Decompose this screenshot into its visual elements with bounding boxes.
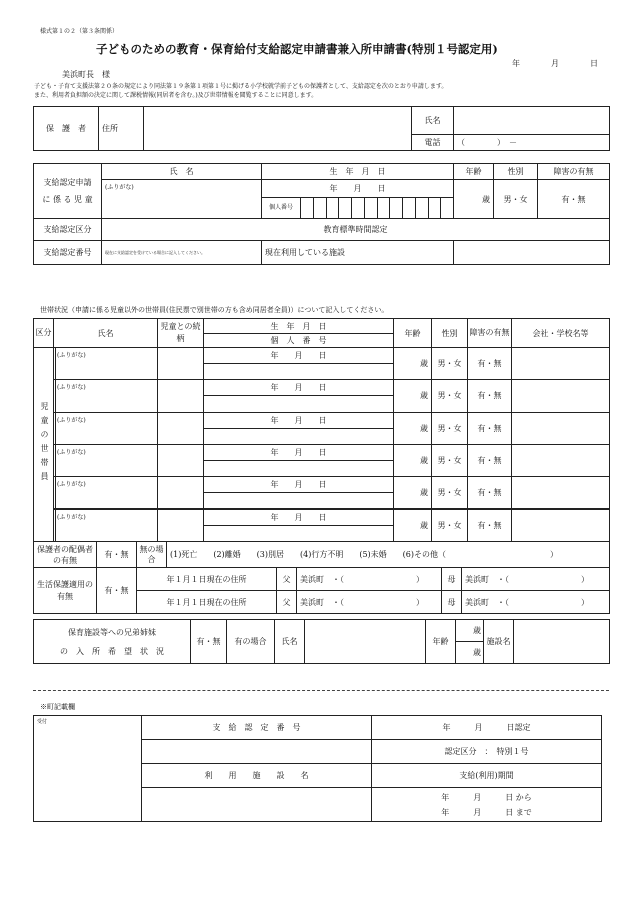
col-kubun: 区分	[34, 319, 54, 348]
member-name-field[interactable]	[54, 444, 158, 476]
col-age: 年齢	[394, 319, 432, 348]
phone-field[interactable]: （ ） －	[454, 135, 610, 151]
office-cert-no-field[interactable]	[142, 740, 372, 764]
member-furigana-label: (ふりがな)	[57, 384, 86, 392]
member-name-field[interactable]	[54, 348, 158, 380]
member-id-field[interactable]	[204, 428, 394, 444]
form-number: 様式第１の２（第３条関係）	[40, 28, 119, 35]
current-facility-field[interactable]	[454, 241, 610, 265]
member-disability-field[interactable]: 有・無	[468, 444, 512, 476]
mother-town-1[interactable]: 美浜町 ・（ ）	[462, 568, 610, 591]
household-caption: 世帯状況（申請に係る児童以外の世帯員(住民票で別世帯の方も含め同居者全員)）について記入してください。	[40, 306, 389, 314]
father-town-1[interactable]: 美浜町 ・（ ）	[297, 568, 442, 591]
period-from: 年 月 日 から	[441, 792, 532, 802]
child-name-header: 氏 名	[102, 164, 262, 180]
household-row	[53, 347, 610, 380]
member-relation-field[interactable]	[158, 412, 204, 444]
child-table	[33, 163, 610, 265]
member-disability-field[interactable]: 有・無	[468, 348, 512, 380]
member-age-field[interactable]: 歳	[394, 509, 432, 541]
address-field[interactable]	[144, 107, 412, 151]
office-category: 認定区分 ： 特別１号	[372, 740, 602, 764]
intro-line-1: 子ども・子育て支援法第２０条の規定により同法第１９条第１項第１号に掲げる小学校就学前子どもの保護者として、支給認定を次のとおり申請します。	[34, 83, 448, 90]
office-period-field[interactable]	[372, 788, 602, 822]
child-section-label	[34, 164, 102, 219]
spouse-yesno[interactable]: 有・無	[97, 542, 137, 568]
guardian-label: 保 護 者	[34, 107, 99, 151]
member-id-field[interactable]	[204, 525, 394, 541]
member-relation-field[interactable]	[158, 348, 204, 380]
welfare-label: 生活保護適用の有無	[34, 568, 97, 614]
sibling-facility-label: 施設名	[484, 620, 514, 664]
side-label-box	[33, 347, 56, 542]
child-section-label-2: に 係 る 児 童	[42, 195, 93, 204]
welfare-table	[33, 567, 610, 614]
member-disability-field[interactable]: 有・無	[468, 509, 512, 541]
current-facility-label: 現在利用している施設	[262, 241, 454, 265]
member-relation-field[interactable]	[158, 444, 204, 476]
member-dob-field[interactable]: 年 月 日	[204, 509, 394, 525]
member-furigana-label: (ふりがな)	[57, 352, 86, 359]
member-disability-field[interactable]: 有・無	[468, 477, 512, 509]
spouse-none-case: 無の場合	[137, 542, 167, 568]
member-age-field[interactable]: 歳	[394, 477, 432, 509]
col-sex: 性別	[432, 319, 468, 348]
member-sex-field[interactable]: 男・女	[432, 444, 468, 476]
member-id-field[interactable]	[204, 493, 394, 509]
member-sex-field[interactable]: 男・女	[432, 348, 468, 380]
date-day: 日	[590, 59, 598, 68]
sibling-if-yes: 有の場合	[227, 620, 275, 664]
member-age-field[interactable]: 歳	[394, 348, 432, 380]
category-value: 教育標準時間認定	[102, 219, 610, 241]
child-disability-header: 障害の有無	[538, 164, 610, 180]
phone-label: 電話	[412, 135, 454, 151]
child-age-header: 年齢	[454, 164, 494, 180]
spouse-label: 保護者の配偶者の有無	[34, 542, 97, 568]
welfare-addr-label-2: 年１月１日現在の住所	[137, 591, 277, 614]
col-dob: 生 年 月 日	[204, 319, 394, 334]
guardian-name-label: 氏名	[412, 107, 454, 135]
category-label: 支給認定区分	[34, 219, 102, 241]
member-age-field[interactable]: 歳	[394, 412, 432, 444]
sibling-age-1[interactable]: 歳	[456, 620, 484, 642]
member-furigana-label: (ふりがな)	[57, 481, 86, 489]
cert-no-label: 支給認定番号	[34, 241, 102, 265]
guardian-name-field[interactable]	[454, 107, 610, 135]
office-cert-date[interactable]: 年 月 日認定	[372, 716, 602, 740]
office-table	[33, 715, 602, 822]
member-name-field[interactable]	[54, 477, 158, 509]
member-name-field[interactable]	[54, 509, 158, 541]
member-relation-field[interactable]	[158, 477, 204, 509]
sibling-yesno[interactable]: 有・無	[191, 620, 227, 664]
member-work-field[interactable]	[512, 444, 610, 476]
household-row	[53, 509, 610, 542]
member-id-field[interactable]	[204, 396, 394, 412]
sibling-table	[33, 619, 610, 664]
member-furigana-label: (ふりがな)	[57, 416, 86, 424]
household-row	[53, 412, 610, 445]
date-year: 年	[512, 59, 520, 68]
child-furigana-label: (ふりがな)	[105, 184, 134, 191]
household-row	[53, 444, 610, 477]
child-sex-field[interactable]: 男・女	[494, 180, 538, 219]
page-title: 子どものための教育・保育給付支給認定申請書兼入所申請書(特別１号認定用)	[96, 42, 498, 56]
status-table	[33, 541, 610, 568]
sibling-age-2[interactable]: 歳	[456, 642, 484, 664]
household-row	[53, 476, 610, 509]
child-dob-header: 生 年 月 日	[262, 164, 454, 180]
member-sex-field[interactable]: 男・女	[432, 412, 468, 444]
member-work-field[interactable]	[512, 348, 610, 380]
member-sex-field[interactable]: 男・女	[432, 380, 468, 412]
member-work-field[interactable]	[512, 412, 610, 444]
child-age-field[interactable]: 歳	[454, 180, 494, 219]
sibling-age-label: 年齢	[426, 620, 456, 664]
sibling-name-label: 氏名	[275, 620, 305, 664]
date-month: 月	[551, 59, 559, 68]
member-disability-field[interactable]: 有・無	[468, 380, 512, 412]
office-facility-label: 利 用 施 設 名	[142, 764, 372, 788]
child-dob-field[interactable]: 年 月 日	[262, 180, 454, 198]
sibling-label-2: の 入 所 希 望 状 況	[60, 646, 164, 656]
member-age-field[interactable]: 歳	[394, 444, 432, 476]
member-dob-field[interactable]: 年 月 日	[204, 444, 394, 460]
office-facility-field[interactable]	[142, 788, 372, 822]
period-to: 年 月 日 まで	[441, 807, 532, 817]
member-id-field[interactable]	[204, 364, 394, 380]
address-label: 住所	[99, 107, 144, 151]
member-dob-field[interactable]: 年 月 日	[204, 477, 394, 493]
member-work-field[interactable]	[512, 380, 610, 412]
member-dob-field[interactable]: 年 月 日	[204, 412, 394, 428]
household-table	[33, 318, 610, 348]
received-box: 受付	[34, 716, 142, 822]
child-sex-header: 性別	[494, 164, 538, 180]
guardian-table	[33, 106, 610, 151]
col-name: 氏名	[54, 319, 158, 348]
member-disability-field[interactable]: 有・無	[468, 412, 512, 444]
child-disability-field[interactable]: 有・無	[538, 180, 610, 219]
member-name-field[interactable]	[54, 412, 158, 444]
intro-line-2: また、利用者負担額の決定に関して課税情報(同居者を含む。)及び世帯情報を閲覧することに同意します。	[34, 92, 318, 99]
spouse-options[interactable]: (1)死亡 (2)離婚 (3)別居 (4)行方不明 (5)未婚 (6)その他（ ）	[167, 542, 610, 568]
sibling-facility-field[interactable]	[514, 620, 610, 664]
col-relation: 児童との続柄	[158, 319, 204, 348]
member-relation-field[interactable]	[158, 509, 204, 541]
father-label-1: 父	[277, 568, 297, 591]
member-relation-field[interactable]	[158, 380, 204, 412]
welfare-addr-label-1: 年１月１日現在の住所	[137, 568, 277, 591]
member-furigana-label: (ふりがな)	[57, 448, 86, 456]
father-label-2: 父	[277, 591, 297, 614]
father-town-2[interactable]: 美浜町 ・（ ）	[297, 591, 442, 614]
office-cert-no-label: 支 給 認 定 番 号	[142, 716, 372, 740]
welfare-yesno[interactable]: 有・無	[97, 568, 137, 614]
child-section-label-1: 支給認定申請	[43, 178, 92, 187]
col-disability: 障害の有無	[468, 319, 512, 348]
col-work: 会社・学校名等	[512, 319, 610, 348]
member-dob-field[interactable]: 年 月 日	[204, 380, 394, 396]
separator	[33, 690, 609, 691]
cert-no-field[interactable]: 現在に支給認定を受けている場合に記入してください。	[102, 241, 262, 265]
addressee: 美浜町長 様	[62, 70, 110, 79]
member-id-field[interactable]	[204, 461, 394, 477]
member-dob-field[interactable]: 年 月 日	[204, 348, 394, 364]
member-age-field[interactable]: 歳	[394, 380, 432, 412]
sibling-label	[34, 620, 191, 664]
member-furigana-label: (ふりがな)	[57, 513, 86, 521]
member-name-field[interactable]	[54, 380, 158, 412]
sibling-name-field[interactable]	[305, 620, 426, 664]
mother-label-2: 母	[442, 591, 462, 614]
child-name-field[interactable]	[102, 180, 262, 219]
sibling-label-1: 保育施設等への兄弟姉妹	[68, 627, 156, 637]
member-sex-field[interactable]: 男・女	[432, 509, 468, 541]
member-work-field[interactable]	[512, 477, 610, 509]
member-sex-field[interactable]: 男・女	[432, 477, 468, 509]
mother-label-1: 母	[442, 568, 462, 591]
member-work-field[interactable]	[512, 509, 610, 541]
col-id: 個 人 番 号	[204, 334, 394, 348]
child-id-label: 個人番号	[262, 198, 301, 218]
child-id-field[interactable]	[262, 198, 454, 219]
office-heading: ※町記載欄	[40, 703, 75, 711]
office-period-label: 支給(利用)期間	[372, 764, 602, 788]
household-row	[53, 379, 610, 412]
household-side-label: 児童の世帯員	[40, 402, 49, 486]
mother-town-2[interactable]: 美浜町 ・（ ）	[462, 591, 610, 614]
